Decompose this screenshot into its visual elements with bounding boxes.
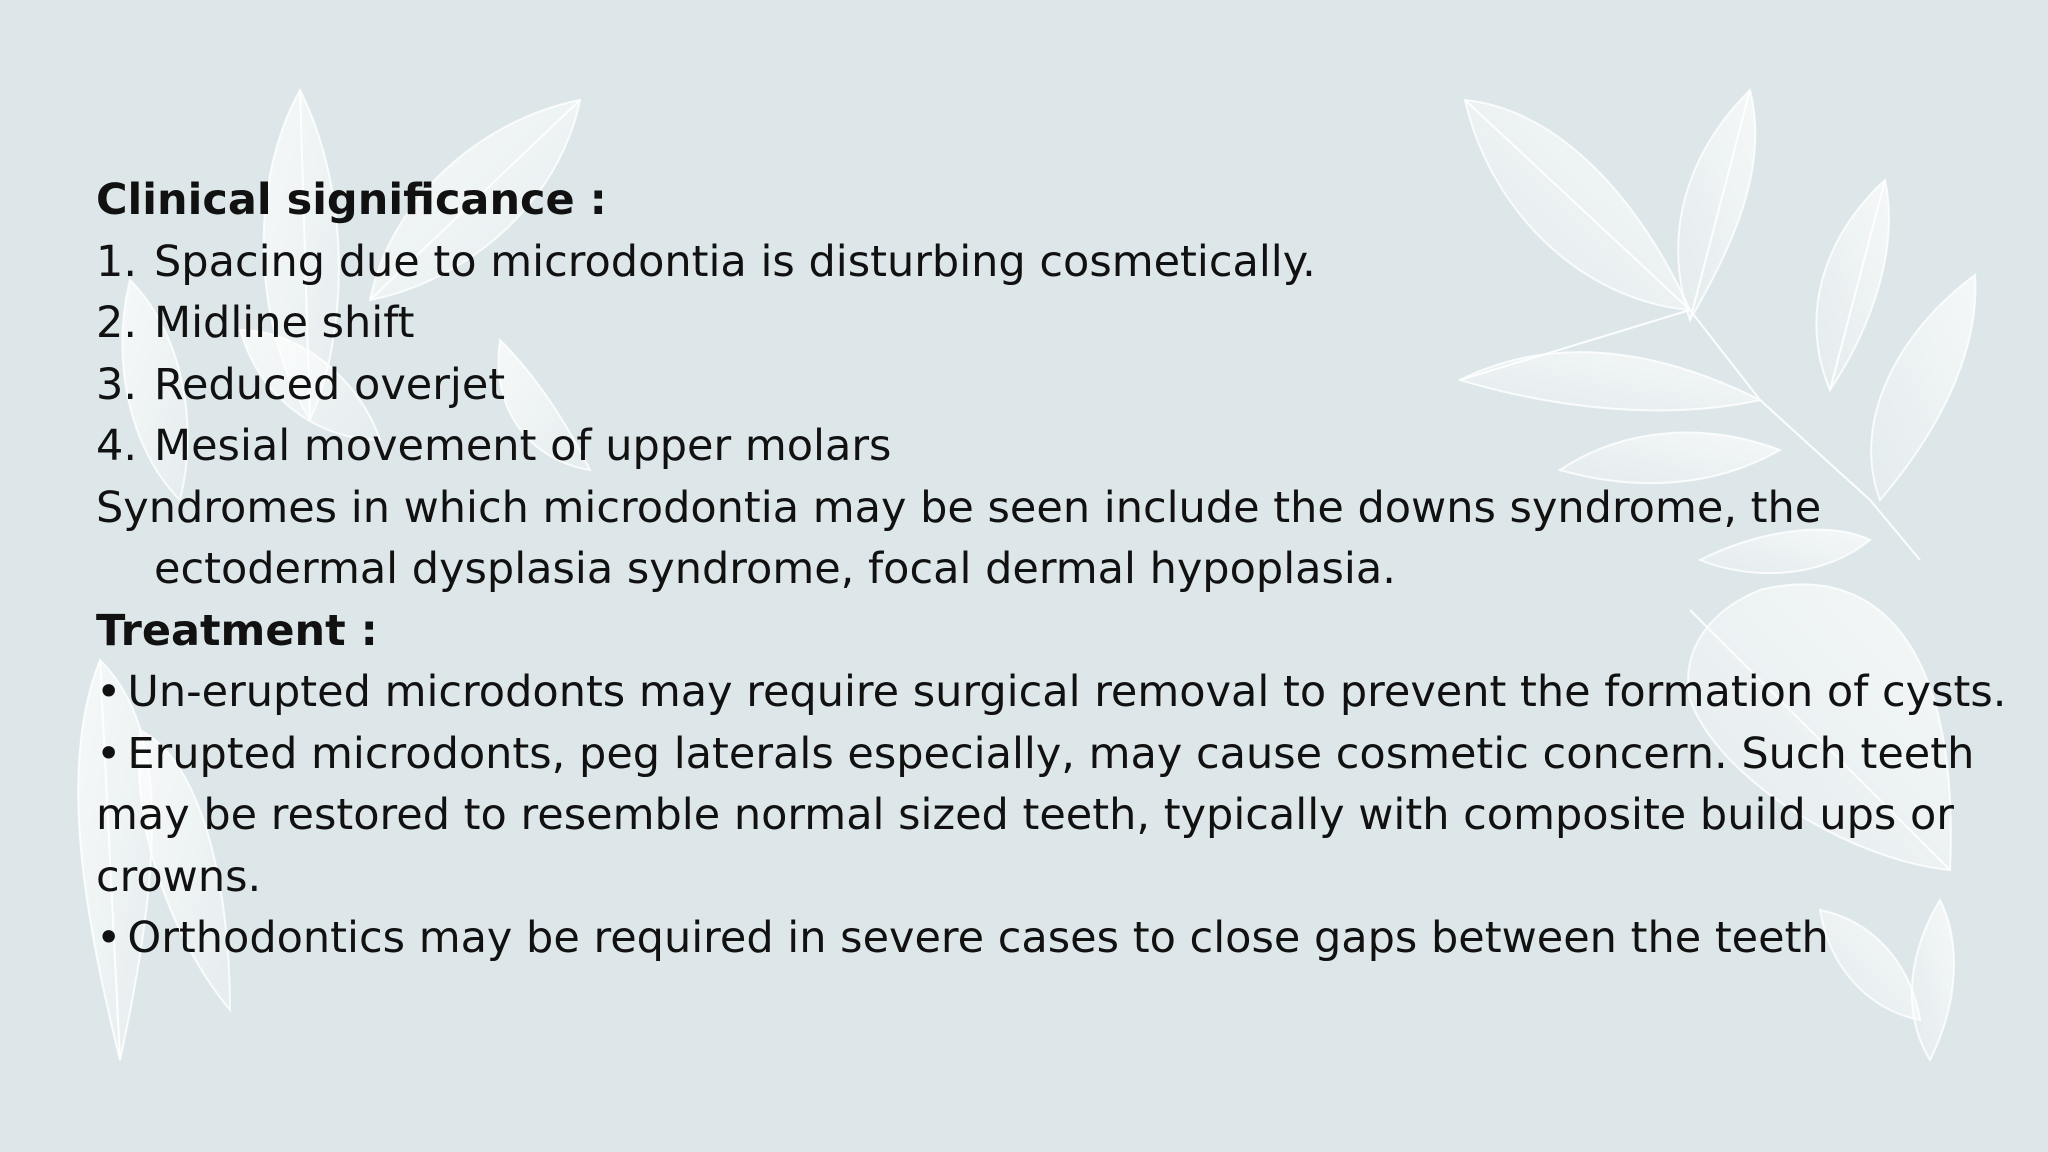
bullet-icon: • (96, 913, 122, 963)
clinical-significance-heading: Clinical significance : (96, 175, 607, 225)
bullet-text: Erupted microdonts, peg laterals especially, may cause cosmetic concern. Such teeth (127, 728, 1975, 779)
item-text: Spacing due to microdontia is disturbing cosmetically. (154, 236, 1316, 287)
treatment-bullet-2 (96, 724, 1996, 786)
bullet-text: Un-erupted microdonts may require surgical removal to prevent the formation of cysts. (127, 667, 2007, 717)
treatment-bullet-1 (96, 662, 2007, 724)
treatment-bullet-3 (96, 908, 1996, 970)
item-number: 1. (96, 236, 138, 287)
item-number: 2. (96, 298, 138, 348)
syndromes-line-1: Syndromes in which microdontia may be seen include the downs syndrome, the (96, 482, 1822, 533)
bullet-icon: • (96, 728, 122, 779)
item-text: Midline shift (154, 298, 415, 348)
clinical-item-1 (96, 232, 1996, 294)
clinical-item-4 (96, 416, 1996, 478)
item-text: Mesial movement of upper molars (154, 421, 892, 471)
bullet-icon: • (96, 667, 122, 717)
treatment-bullet-2-continuation: may be restored to resemble normal sized teeth, typically with composite build ups or (96, 790, 1954, 840)
item-number: 4. (96, 421, 138, 471)
clinical-item-3 (96, 355, 1996, 417)
treatment-bullet-2-continuation-end: crowns. (96, 851, 262, 902)
clinical-item-2 (96, 293, 1996, 355)
item-number: 3. (96, 359, 138, 410)
slide-content (96, 170, 2007, 970)
item-text: Reduced overjet (154, 359, 506, 410)
bullet-text: Orthodontics may be required in severe cases to close gaps between the teeth (127, 913, 1829, 963)
syndromes-line-2: ectodermal dysplasia syndrome, focal dermal hypoplasia. (154, 544, 1396, 594)
treatment-heading: Treatment : (96, 605, 378, 656)
